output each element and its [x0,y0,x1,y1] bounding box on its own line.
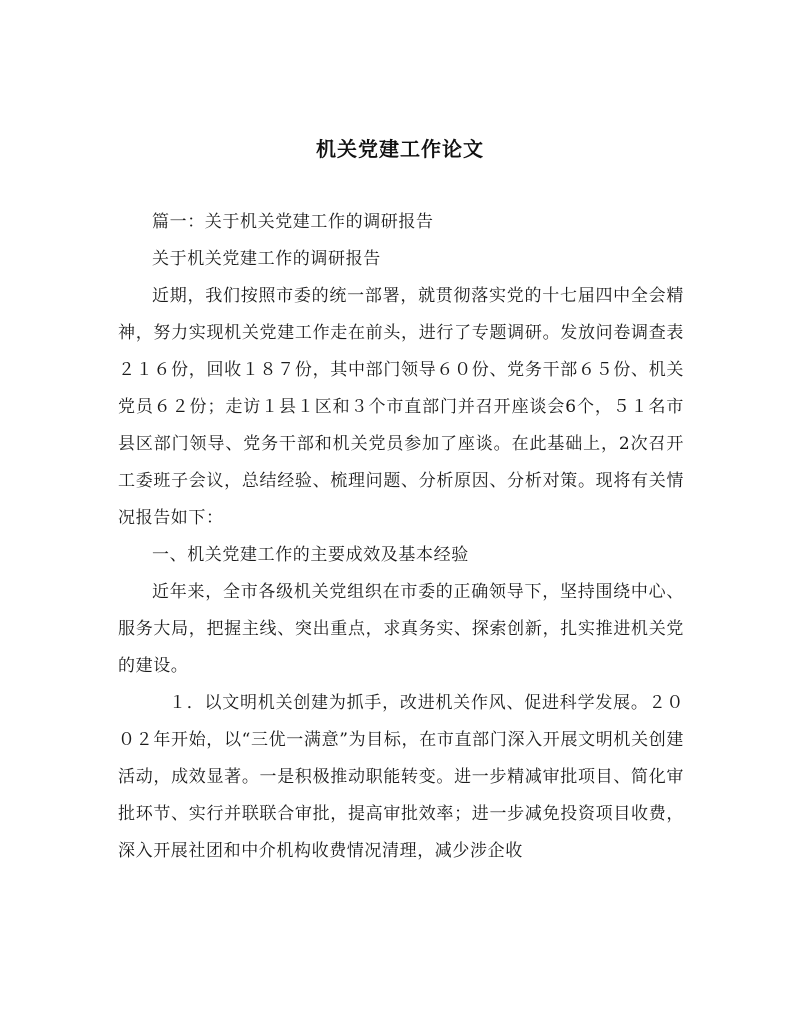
section-heading: 一、机关党建工作的主要成效及基本经验 [152,545,469,565]
document-title: 机关党建工作论文 [316,137,484,161]
document-body [118,204,684,870]
body-paragraph: 近期，我们按照市委的统一部署，就贯彻落实党的十七届四中全会精神，努力实现机关党建工作走在前头，进行了专题调研。发放问卷调查表２１６份，回收１８７份，其中部门领导６０份、党务干部６５份、机关党员６２份；走访１县１区和３个市直部门并召开座谈会6个，５１名市县区部门领导、党务干部和机关党员参加了座谈。在此基础上，2次召开工委班子会议，总结经验、梳理问题、分析原因、分析对策。现将有关情况报告如下： [118,286,684,528]
body-paragraph: １．以文明机关创建为抓手，改进机关作风、促进科学发展。２００２年开始，以“三优一满意”为目标，在市直部门深入开展文明机关创建活动，成效显著。一是积极推动职能转变。进一步精减审批项目、简化审批环节、实行并联联合审批，提高审批效率；进一步减免投资项目收费，深入开展社团和中介机构收费情况清理，减少涉企收 [118,693,684,861]
body-paragraph: 近年来，全市各级机关党组织在市委的正确领导下，坚持围绕中心、服务大局，把握主线、突出重点，求真务实、探索创新，扎实推进机关党的建设。 [118,582,684,676]
report-subtitle: 关于机关党建工作的调研报告 [152,249,381,269]
section-heading: 篇一：关于机关党建工作的调研报告 [152,212,434,232]
